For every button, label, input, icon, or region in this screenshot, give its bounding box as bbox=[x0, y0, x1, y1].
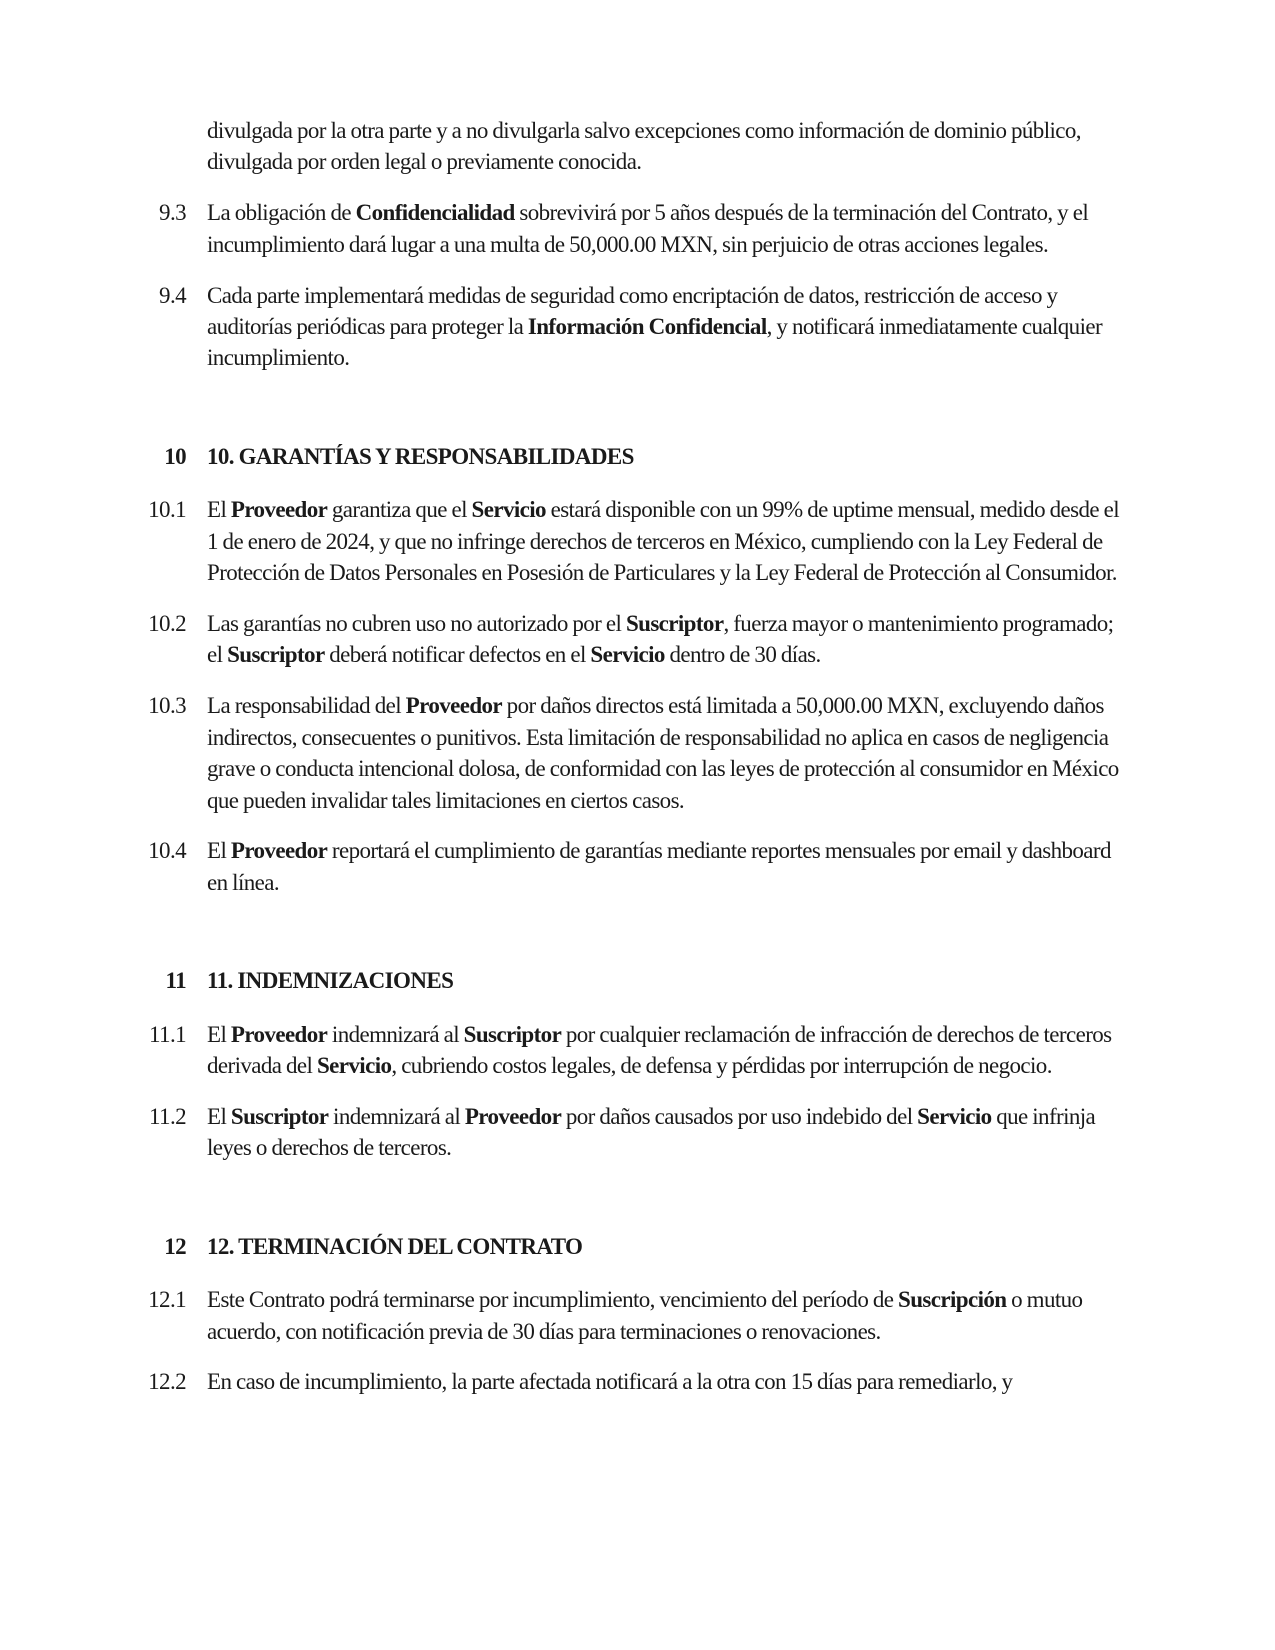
clause-item bbox=[120, 1366, 1125, 1397]
section-title: 11. INDEMNIZACIONES bbox=[207, 968, 454, 994]
clause-item bbox=[120, 280, 1125, 374]
clause-number: 11.2 bbox=[149, 1103, 186, 1129]
clause-number: 10.2 bbox=[148, 610, 186, 636]
clause-text: Cada parte implementará medidas de seguridad como encriptación de datos, restricción de acceso y auditorías periódicas para proteger la Información Confidencial, y notificará inmediatamente cualquier incumplimiento. bbox=[207, 282, 1103, 371]
section-heading bbox=[120, 441, 1125, 472]
section-title: 12. TERMINACIÓN DEL CONTRATO bbox=[207, 1233, 583, 1259]
paragraph-continuation bbox=[120, 115, 1125, 178]
clause-number: 12.2 bbox=[148, 1369, 186, 1395]
clause-text: El Suscriptor indemnizará al Proveedor por daños causados por uso indebido del Servicio que infrinja leyes o derechos de terceros. bbox=[207, 1103, 1096, 1161]
clause-text: La obligación de Confidencialidad sobrevivirá por 5 años después de la terminación del Contrato, y el incumplimiento dará lugar a una multa de 50,000.00 MXN, sin perjuicio de otras acciones legales. bbox=[207, 200, 1089, 257]
clause-text: divulgada por la otra parte y a no divulgarla salvo excepciones como información de dominio público, divulgada por orden legal o previamente conocida. bbox=[207, 118, 1081, 175]
section-heading bbox=[120, 1231, 1125, 1262]
clause-text: Este Contrato podrá terminarse por incumplimiento, vencimiento del período de Suscripción o mutuo acuerdo, con notificación previa de 30 días para terminaciones o renovaciones. bbox=[207, 1287, 1083, 1344]
clause-text: En caso de incumplimiento, la parte afectada notificará a la otra con 15 días para remediarlo, y bbox=[207, 1369, 1013, 1395]
clause-item bbox=[120, 494, 1125, 588]
clause-number: 12.1 bbox=[148, 1287, 186, 1313]
clause-item bbox=[120, 835, 1125, 898]
clause-number: 10.4 bbox=[148, 838, 186, 864]
clause-text: El Proveedor indemnizará al Suscriptor por cualquier reclamación de infracción de derechos de terceros derivada del Servicio, cubriendo costos legales, de defensa y pérdidas por interrupción de negocio. bbox=[207, 1021, 1112, 1079]
clause-item bbox=[120, 1101, 1125, 1164]
contract-body bbox=[120, 115, 1125, 1398]
section-heading bbox=[120, 965, 1125, 996]
clause-number: 10.1 bbox=[148, 497, 186, 523]
clause-item bbox=[120, 608, 1125, 671]
clause-number: 9.3 bbox=[159, 200, 186, 226]
section-number: 11 bbox=[165, 968, 186, 994]
clause-text: El Proveedor reportará el cumplimiento de garantías mediante reportes mensuales por email y dashboard en línea. bbox=[207, 838, 1111, 895]
clause-item bbox=[120, 197, 1125, 260]
clause-text: Las garantías no cubren uso no autorizado por el Suscriptor, fuerza mayor o mantenimiento programado; el Suscriptor deberá notificar defectos en el Servicio dentro de 30 días. bbox=[207, 610, 1114, 668]
clause-item bbox=[120, 1019, 1125, 1082]
clause-number: 11.1 bbox=[149, 1021, 186, 1047]
section-number: 12 bbox=[164, 1233, 186, 1259]
section-title: 10. GARANTÍAS Y RESPONSABILIDADES bbox=[207, 443, 634, 469]
clause-number: 10.3 bbox=[148, 693, 186, 719]
section-number: 10 bbox=[164, 443, 186, 469]
clause-item bbox=[120, 690, 1125, 816]
clause-number: 9.4 bbox=[159, 282, 186, 308]
clause-item bbox=[120, 1284, 1125, 1347]
clause-text: La responsabilidad del Proveedor por daños directos está limitada a 50,000.00 MXN, excluyendo daños indirectos, consecuentes o punitivos. Esta limitación de responsabilidad no aplica en casos de negligencia grave o conducta intencional dolosa, de conformidad con las leyes de protección al consumidor en México que pueden invalidar tales limitaciones en ciertos casos. bbox=[207, 693, 1119, 813]
clause-text: El Proveedor garantiza que el Servicio estará disponible con un 99% de uptime mensual, medido desde el 1 de enero de 2024, y que no infringe derechos de terceros en México, cumpliendo con la Ley Federal de Protección de Datos Personales en Posesión de Particulares y la Ley Federal de Protección al Consumidor. bbox=[207, 497, 1120, 586]
